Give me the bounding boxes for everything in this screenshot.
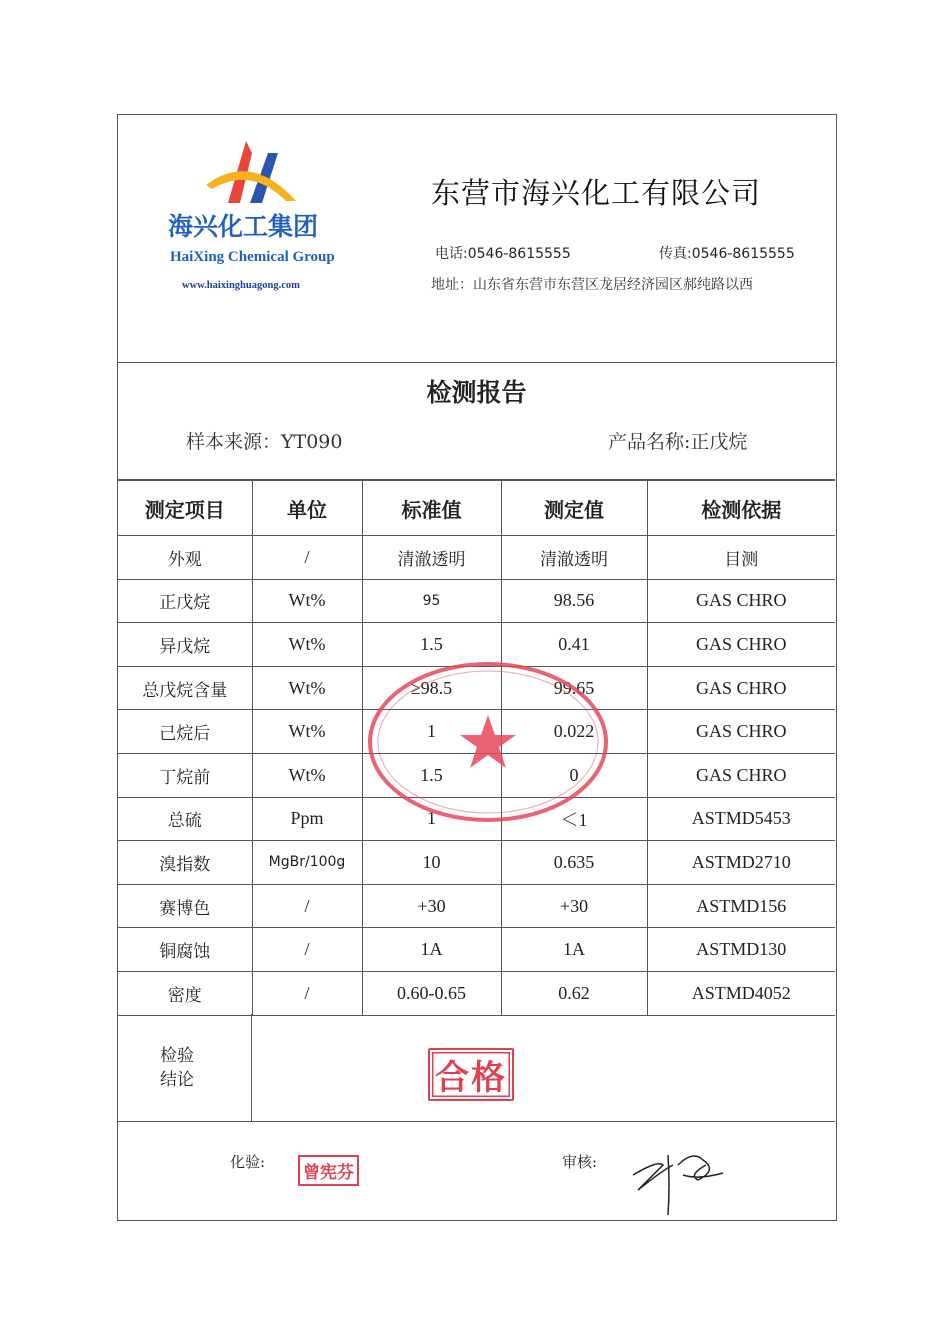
table-cell: /: [252, 928, 362, 972]
table-cell: 0.60-0.65: [362, 971, 501, 1015]
table-row: [118, 579, 835, 623]
table-cell: 丁烷前: [118, 753, 252, 797]
auditor-label: 审核:: [562, 1153, 598, 1171]
table-cell: GAS CHRO: [647, 623, 835, 667]
table-cell: +30: [501, 884, 647, 928]
column-header: 测定值: [501, 481, 647, 536]
header-row: [118, 481, 835, 536]
logo-name-cn: 海兴化工集团: [168, 212, 319, 241]
table-cell: 赛博色: [118, 884, 252, 928]
table-cell: ASTMD4052: [647, 971, 835, 1015]
table-cell: GAS CHRO: [647, 753, 835, 797]
table-cell: Wt%: [252, 753, 362, 797]
report-title-section: [118, 363, 835, 480]
logo-name-en: HaiXing Chemical Group: [170, 249, 335, 265]
table-row: [118, 753, 835, 797]
table-row: [118, 841, 835, 885]
report-frame: [117, 114, 837, 1221]
column-header: 单位: [252, 481, 362, 536]
table-cell: 铜腐蚀: [118, 928, 252, 972]
conclusion-label-line2: 结论: [160, 1070, 194, 1090]
column-header: 检测依据: [647, 481, 835, 536]
table-row: [118, 797, 835, 841]
logo-mark-icon: [206, 141, 301, 205]
table-cell: 0.41: [501, 623, 647, 667]
company-logo: [168, 141, 338, 291]
table-cell: ＜1: [501, 797, 647, 841]
table-cell: 0.022: [501, 710, 647, 754]
table-cell: 10: [362, 841, 501, 885]
table-cell: 正戊烷: [118, 579, 252, 623]
report-title: 检测报告: [426, 378, 527, 407]
table-cell: 己烷后: [118, 710, 252, 754]
table-cell: 1.5: [362, 623, 501, 667]
address: 地址：山东省东营市东营区龙居经济园区郝纯路以西: [431, 277, 753, 293]
conclusion-label: [118, 1014, 252, 1122]
table-row: [118, 928, 835, 972]
table-cell: +30: [362, 884, 501, 928]
product-name: 产品名称:正戊烷: [608, 431, 748, 453]
table-cell: Wt%: [252, 579, 362, 623]
table-cell: 密度: [118, 971, 252, 1015]
table-cell: 0.635: [501, 841, 647, 885]
table-cell: 1.5: [362, 753, 501, 797]
table-row: [118, 710, 835, 754]
chemist-label: 化验:: [230, 1153, 266, 1171]
table-cell: MgBr/100g: [252, 841, 362, 885]
table-cell: 外观: [118, 536, 252, 580]
pass-stamp: 合格: [428, 1048, 514, 1101]
company-name: 东营市海兴化工有限公司: [431, 176, 762, 210]
table-cell: GAS CHRO: [647, 666, 835, 710]
table-cell: 总戊烷含量: [118, 666, 252, 710]
table-cell: /: [252, 536, 362, 580]
table-cell: 0: [501, 753, 647, 797]
conclusion-label-line1: 检验: [160, 1046, 194, 1066]
table-cell: 溴指数: [118, 841, 252, 885]
table-cell: 99.65: [501, 666, 647, 710]
table-row: [118, 971, 835, 1015]
table-cell: ASTMD156: [647, 884, 835, 928]
table-row: [118, 536, 835, 580]
table-cell: 异戊烷: [118, 623, 252, 667]
column-header: 测定项目: [118, 481, 252, 536]
table-row: [118, 884, 835, 928]
table-row: [118, 666, 835, 710]
table-cell: Wt%: [252, 666, 362, 710]
table-cell: 0.62: [501, 971, 647, 1015]
table-cell: 98.56: [501, 579, 647, 623]
table-cell: Wt%: [252, 623, 362, 667]
table-cell: 清澈透明: [501, 536, 647, 580]
column-header: 标准值: [362, 481, 501, 536]
sample-source: 样本来源：YT090: [186, 431, 343, 453]
table-row: [118, 623, 835, 667]
table-cell: 1: [362, 797, 501, 841]
table-cell: ASTMD5453: [647, 797, 835, 841]
results-table: [118, 480, 835, 1016]
telephone: 电话:0546-8615555: [435, 246, 571, 262]
chemist-name-stamp: 曾宪芬: [298, 1155, 359, 1186]
table-cell: Ppm: [252, 797, 362, 841]
fax: 传真:0546-8615555: [659, 246, 795, 262]
table-cell: 目测: [647, 536, 835, 580]
letterhead: [118, 115, 835, 363]
table-cell: /: [252, 971, 362, 1015]
conclusion-section: [118, 1014, 835, 1122]
table-cell: 清澈透明: [362, 536, 501, 580]
auditor-signature: [628, 1135, 728, 1225]
table-cell: /: [252, 884, 362, 928]
table-cell: ≥98.5: [362, 666, 501, 710]
table-cell: 1A: [362, 928, 501, 972]
logo-url: www.haixinghuagong.com: [182, 280, 300, 291]
table-cell: GAS CHRO: [647, 710, 835, 754]
table-cell: 95: [362, 579, 501, 623]
table-cell: GAS CHRO: [647, 579, 835, 623]
table-cell: ASTMD2710: [647, 841, 835, 885]
table-cell: ASTMD130: [647, 928, 835, 972]
table-cell: 1: [362, 710, 501, 754]
table-cell: 总硫: [118, 797, 252, 841]
table-cell: 1A: [501, 928, 647, 972]
table-cell: Wt%: [252, 710, 362, 754]
